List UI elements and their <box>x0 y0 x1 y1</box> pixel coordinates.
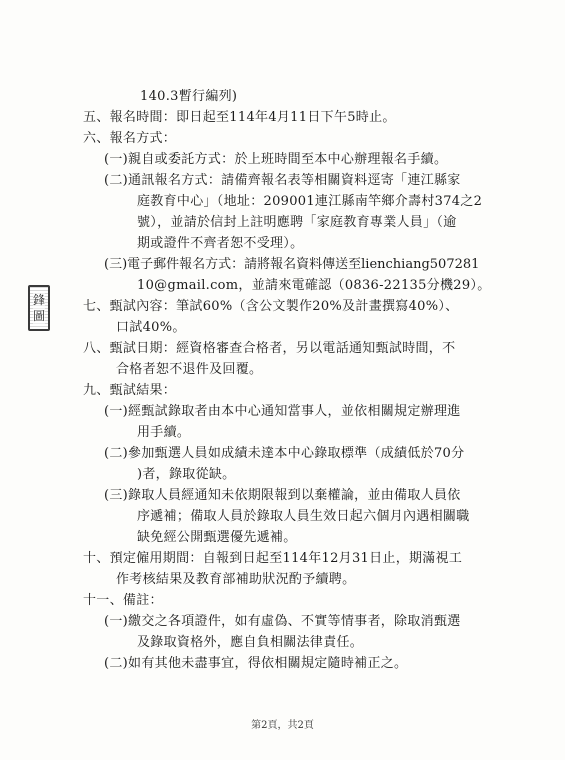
text-line: 十、預定僱用期間：自報到日起至114年12月31日止，期滿視工 <box>83 551 463 566</box>
text-line: )者，錄取從缺。 <box>137 467 236 482</box>
seal-char: 圖 <box>32 309 45 323</box>
text-line: 140.3暫行編列) <box>140 89 238 104</box>
text-line: 九、甄試結果： <box>83 383 177 398</box>
text-line: (一)繳交之各項證件，如有虛偽、不實等情事者，除取消甄選 <box>104 614 461 629</box>
text-line: 合格者恕不退件及回覆。 <box>116 362 263 377</box>
text-line: 缺免經公開甄選優先遞補。 <box>137 530 297 545</box>
text-line: 序遞補；備取人員於錄取人員生效日起六個月內遇相關職 <box>137 509 470 524</box>
text-line: (二)如有其他未盡事宜，得依相關規定隨時補正之。 <box>104 656 408 671</box>
text-line: 五、報名時間：即日起至114年4月11日下午5時止。 <box>83 110 396 125</box>
text-line: 六、報名方式： <box>83 131 177 146</box>
text-line: (三)錄取人員經通知未依期限報到以棄權論，並由備取人員依 <box>104 488 461 503</box>
text-line: (二)參加甄選人員如成績未達本中心錄取標準（成績低於70分 <box>104 446 465 461</box>
text-line: 庭教育中心」（地址：209001連江縣南竿鄉介壽村374之2 <box>137 194 483 209</box>
text-line: 作考核結果及教育部補助狀況酌予續聘。 <box>116 572 356 587</box>
text-line: 七、甄試內容：筆試60%（含公文製作20%及計畫撰寫40%）、 <box>83 299 459 314</box>
seal-stamp <box>28 285 50 331</box>
text-line: 號），並請於信封上註明應聘「家庭教育專業人員」（逾 <box>137 215 457 230</box>
text-line: (二)通訊報名方式：請備齊報名表等相關資料逕寄「連江縣家 <box>104 173 461 188</box>
page-footer: 第2頁，共2頁 <box>251 720 314 731</box>
text-line: 口試40%。 <box>116 320 186 335</box>
text-line: (一)經甄試錄取者由本中心通知當事人，並依相關規定辦理進 <box>104 404 461 419</box>
text-line: 10@gmail.com，並請來電確認（0836-22135分機29）。 <box>137 278 491 293</box>
text-line: 十一、備註： <box>83 593 163 608</box>
text-line: 及錄取資格外，應自負相關法律責任。 <box>137 635 364 650</box>
text-line: 八、甄試日期：經資格審查合格者，另以電話通知甄試時間，不 <box>83 341 456 356</box>
text-line: (三)電子郵件報名方式：請將報名資料傳送至lienchiang507281 <box>104 257 480 272</box>
text-line: (一)親自或委託方式：於上班時間至本中心辦理報名手續。 <box>104 152 448 167</box>
text-line: 期或證件不齊者恕不受理）。 <box>137 236 304 251</box>
seal-char: 鋒 <box>32 293 45 307</box>
text-line: 用手續。 <box>137 425 191 440</box>
